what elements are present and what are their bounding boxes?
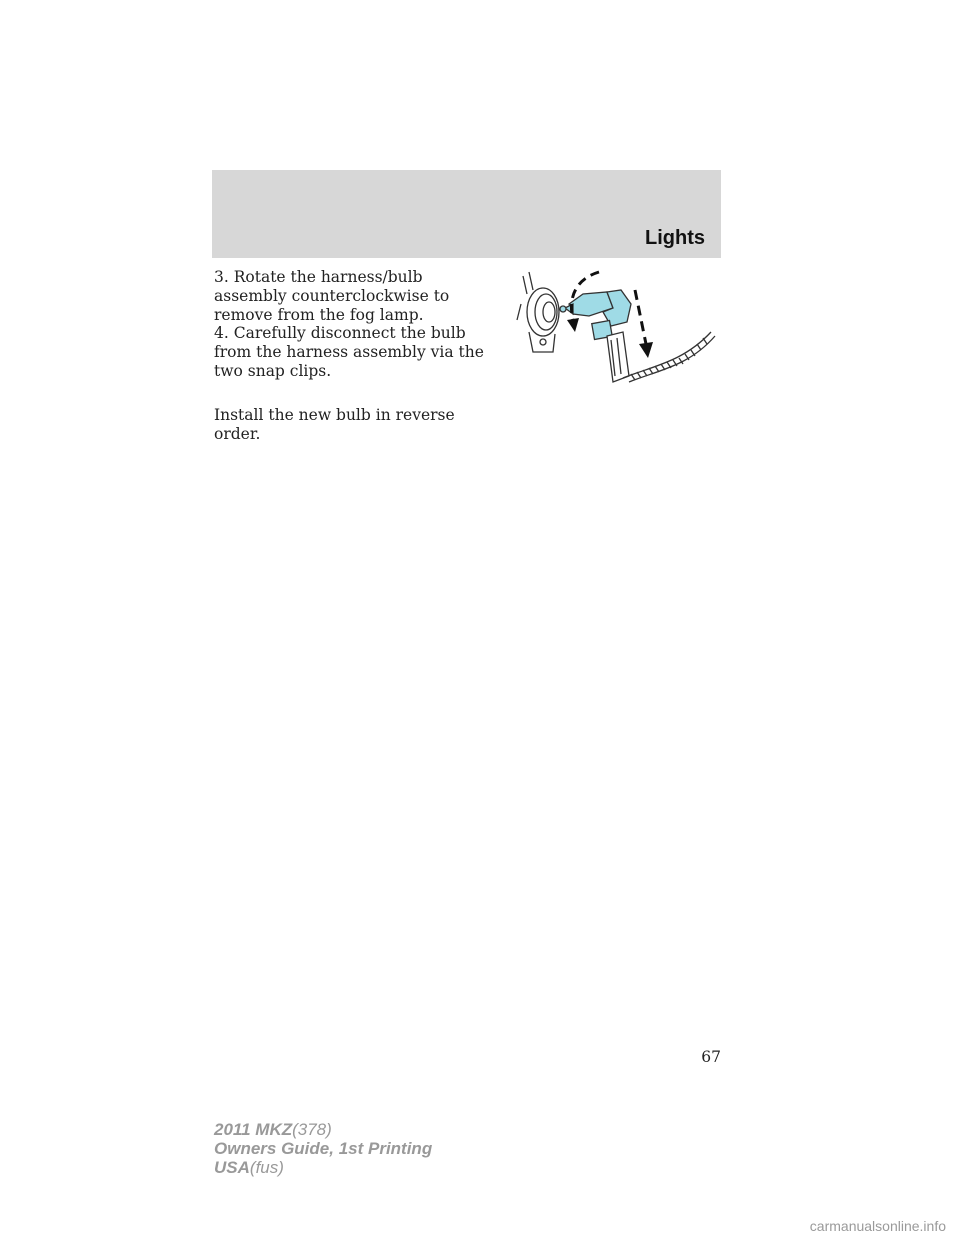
harness-connector-icon bbox=[607, 332, 629, 382]
step-4-text: 4. Carefully disconnect the bulb from the harness assembly via the two snap clips. bbox=[214, 324, 484, 380]
disconnect-arrow-icon bbox=[635, 290, 646, 344]
rotation-arrowhead-icon bbox=[567, 318, 579, 332]
footer-line-1 bbox=[214, 1120, 432, 1139]
disconnect-arrowhead-icon bbox=[639, 342, 653, 358]
fog-lamp-housing-icon bbox=[517, 272, 559, 352]
footer-line-2: Owners Guide, 1st Printing bbox=[214, 1139, 433, 1158]
watermark-link[interactable]: carmanualsonline.info bbox=[809, 1218, 946, 1234]
footer-market-code: (fus) bbox=[249, 1158, 284, 1177]
footer-model-code: (378) bbox=[292, 1120, 332, 1139]
fog-lamp-bulb-removal-illustration bbox=[503, 264, 721, 400]
page-number: 67 bbox=[701, 1048, 721, 1066]
document-footer bbox=[214, 1120, 432, 1177]
wire-harness-icon bbox=[623, 332, 715, 382]
section-title: Lights bbox=[645, 227, 705, 249]
footer-line-3 bbox=[214, 1158, 432, 1177]
footer-model: 2011 MKZ bbox=[214, 1120, 293, 1139]
section-header-band bbox=[212, 170, 721, 258]
install-note-text: Install the new bulb in reverse order. bbox=[214, 406, 455, 443]
step-3-text: 3. Rotate the harness/bulb assembly counterclockwise to remove from the fog lamp. bbox=[214, 268, 450, 324]
fog-lamp-diagram-svg bbox=[503, 264, 721, 400]
footer-market: USA bbox=[214, 1158, 250, 1177]
